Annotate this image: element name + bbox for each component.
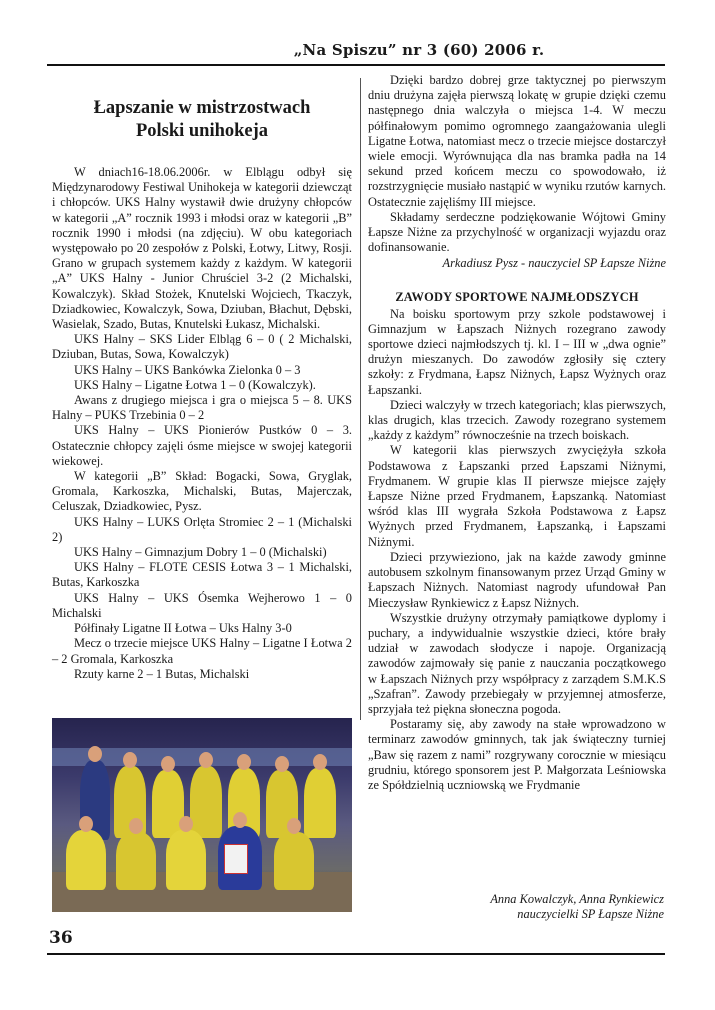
- article-title-line2: Polski unihokeja: [135, 121, 269, 141]
- photo-player: [304, 768, 336, 838]
- photo-player: [190, 766, 222, 838]
- section-title: ZAWODY SPORTOWE NAJMŁODSZYCH: [395, 289, 639, 304]
- paragraph: Awans z drugiego miejsca i gra o miejsca 5 – 8. UKS Halny – PUKS Trzebinia 0 – 2: [52, 393, 352, 423]
- left-article-body: [52, 165, 352, 682]
- paragraph: UKS Halny – LUKS Orlęta Stromiec 2 – 1 (Michalski 2): [52, 514, 352, 544]
- photo-head: [123, 752, 137, 768]
- photo-player: [274, 832, 314, 890]
- signature-role: nauczycielki SP Łapsze Niżne: [517, 907, 664, 922]
- paragraph: UKS Halny – Gimnazjum Dobry 1 – 0 (Michalski): [74, 545, 327, 560]
- photo-head: [313, 754, 327, 770]
- left-column: [52, 87, 352, 682]
- photo-head: [275, 756, 289, 772]
- article-signature: Arkadiusz Pysz - nauczyciel SP Łapsze Niżne: [442, 256, 666, 271]
- photo-head: [88, 746, 102, 762]
- right-article-body: [368, 307, 666, 794]
- right-column: [368, 73, 666, 793]
- photo-head: [199, 752, 213, 768]
- photo-head: [179, 816, 193, 832]
- photo-head: [79, 816, 93, 832]
- paragraph: Mecz o trzecie miejsce UKS Halny – Ligatne I Łotwa 2 – 2 Gromala, Karkoszka: [52, 636, 352, 666]
- paragraph: UKS Halny – FLOTE CESIS Łotwa 3 – 1 Michalski, Butas, Karkoszka: [52, 560, 352, 590]
- paragraph: Dzieci walczyły w trzech kategoriach; klas pierwszych, klas drugich, klas trzecich. Zawody rozegrano systemem „każdy z każdym” równocześnie na trzech boiskach.: [368, 397, 666, 443]
- paragraph: Na boisku sportowym przy szkole podstawowej i Gimnazjum w Łapszach Niżnych rozegrano zawody sportowe dzieci najmłodszych tj. kl. I – III w „dwa ognie” drużyn mieszanych. Do zawodów zgłosiły się cztery szkoły: z Frydmana, Łapsz Niżnych, Łapsz Wyżnych oraz Łapszanki.: [368, 306, 666, 397]
- photo-player: [166, 830, 206, 890]
- paragraph: UKS Halny – UKS Bankówka Zielonka 0 – 3: [74, 362, 301, 377]
- paragraph: W dniach16-18.06.2006r. w Elblągu odbył się Międzynarodowy Festiwal Unihokeja w kategorii dziewcząt i chłopców. UKS Halny wystawił dwie drużyny chłopców w kategorii „A” rocznik 1993 i młodsi oraz w kategorii „B” rocznik 1990 i młodsi (na zdjęciu). W obu kategoriach występowało po 20 zespołów z Polski, Łotwy, Litwy, Rosji. Grano w grupach systemem każdy z każdym. W kategorii „A” UKS Halny - Junior Chruściel 3-2 (2 Michalski, Kowalczyk). Skład Stożek, Knutelski Wojciech, Tkaczyk, Dziadkowiec, Kowalczyk, Sowa, Dziuban, Błachut, Dębski, Wasielak, Szado, Butas, Knutelski Łukasz, Michalski.: [52, 165, 352, 332]
- closing-signature: [368, 892, 664, 922]
- paragraph: W kategorii „B” Skład: Bogacki, Sowa, Gryglak, Gromala, Karkoszka, Michalski, Butas, Majerczak, Celuszak, Dziadkowiec, Pysz.: [52, 469, 352, 514]
- running-header: „Na Spiszu” nr 3 (60) 2006 r.: [293, 41, 545, 59]
- paragraph: UKS Halny – SKS Lider Elbląg 6 – 0 ( 2 Michalski, Dziuban, Butas, Sowa, Kowalczyk): [52, 332, 352, 362]
- paragraph: Dzieci przywieziono, jak na każde zawody gminne autobusem szkolnym finansowanym przez Urząd Gminy w Łapszach Niżnych. Natomiast nagrody ufundował Pan Mieczysław Rynkiewicz z Łapsz Niżnych.: [368, 549, 666, 610]
- photo-head: [237, 754, 251, 770]
- footer-rule: [47, 953, 665, 955]
- photo-player: [66, 830, 106, 890]
- paragraph: Wszystkie drużyny otrzymały pamiątkowe dyplomy i puchary, a indywidualnie wszystkie dzieci, które brały udział w zawodach słodycze i napoje. Organizacją zawodów zajmowały się panie z nauczania początkowego w Łapszach Niżnych przy współpracy z zarządem S.M.K.S „Szafran”. Zawody przebiegały w przyjemnej atmosferze, sprzyjała też piękna słoneczna pogoda.: [368, 610, 666, 716]
- paragraph: Dzięki bardzo dobrej grze taktycznej po pierwszym dniu drużyna zajęła pierwszą lokatę w grupie dzięki czemu następnego dnia walczyła o miejsca 1-4. W meczu półfinałowym pomimo ogromnego zaangażowania ulegli Ligatne Łotwa, natomiast mecz o trzecie miejsce dostarczył wiele emocji. Wyrównująca dla nas bramka padła na 14 sekund przed końcem meczu co spowodowało, iż rozstrzygnięcie musiało nastąpić w wyniku rzutów karnych. Ostatecznie zajęliśmy III miejsce.: [368, 73, 666, 209]
- paragraph: UKS Halny – Ligatne Łotwa 1 – 0 (Kowalczyk).: [74, 377, 316, 392]
- article-title: [52, 97, 352, 143]
- photo-head: [233, 812, 247, 828]
- photo-player: [116, 832, 156, 890]
- signature-authors: Anna Kowalczyk, Anna Rynkiewicz: [490, 892, 664, 906]
- page-number: 36: [49, 928, 73, 948]
- diploma: [224, 844, 248, 874]
- team-photo: [52, 718, 352, 912]
- paragraph: Rzuty karne 2 – 1 Butas, Michalski: [74, 666, 250, 681]
- paragraph: UKS Halny – UKS Pionierów Pustków 0 – 3. Ostatecznie chłopcy zajęli ósme miejsce w swojej kategorii wiekowej.: [52, 423, 352, 468]
- photo-head: [287, 818, 301, 834]
- paragraph: Półfinały Ligatne II Łotwa – Uks Halny 3-0: [74, 621, 292, 636]
- paragraph: W kategorii klas pierwszych zwyciężyła szkoła Podstawowa z Łapszanki przed Łapszami Niżnymi, Frydmanem. W grupie klas II pierwsze miejsce zajęły Łapsze Niżne przed Frydmanem, Łapszanką. Natomiast wśród klas III wygrała Szkoła Podstawowa z Łapsz Wyżnych przed Frydmanem, Łapszanką, i Łapszami Niżnymi.: [368, 443, 666, 549]
- article-title-line1: Łapszanie w mistrzostwach: [93, 98, 311, 118]
- paragraph: Składamy serdeczne podziękowanie Wójtowi Gminy Łapsze Niżne za przychylność w organizacji wyjazdu oraz dofinansowanie.: [368, 209, 666, 255]
- photo-head: [129, 818, 143, 834]
- continued-article-body: [368, 73, 666, 255]
- column-divider: [360, 78, 361, 720]
- paragraph: UKS Halny – UKS Ósemka Wejherowo 1 – 0 Michalski: [52, 590, 352, 620]
- photo-head: [161, 756, 175, 772]
- paragraph: Postaramy się, aby zawody na stałe wprowadzono w terminarz zawodów gminnych, tak jak świąteczny turniej „Baw się razem z nami” rozgrywany corocznie w miesiącu grudniu, którego sponsorem jest P. Małgorzata Leśniowska ze Spółdzielnią uczniowską we Frydmanie: [368, 717, 666, 792]
- header-rule: [47, 64, 665, 66]
